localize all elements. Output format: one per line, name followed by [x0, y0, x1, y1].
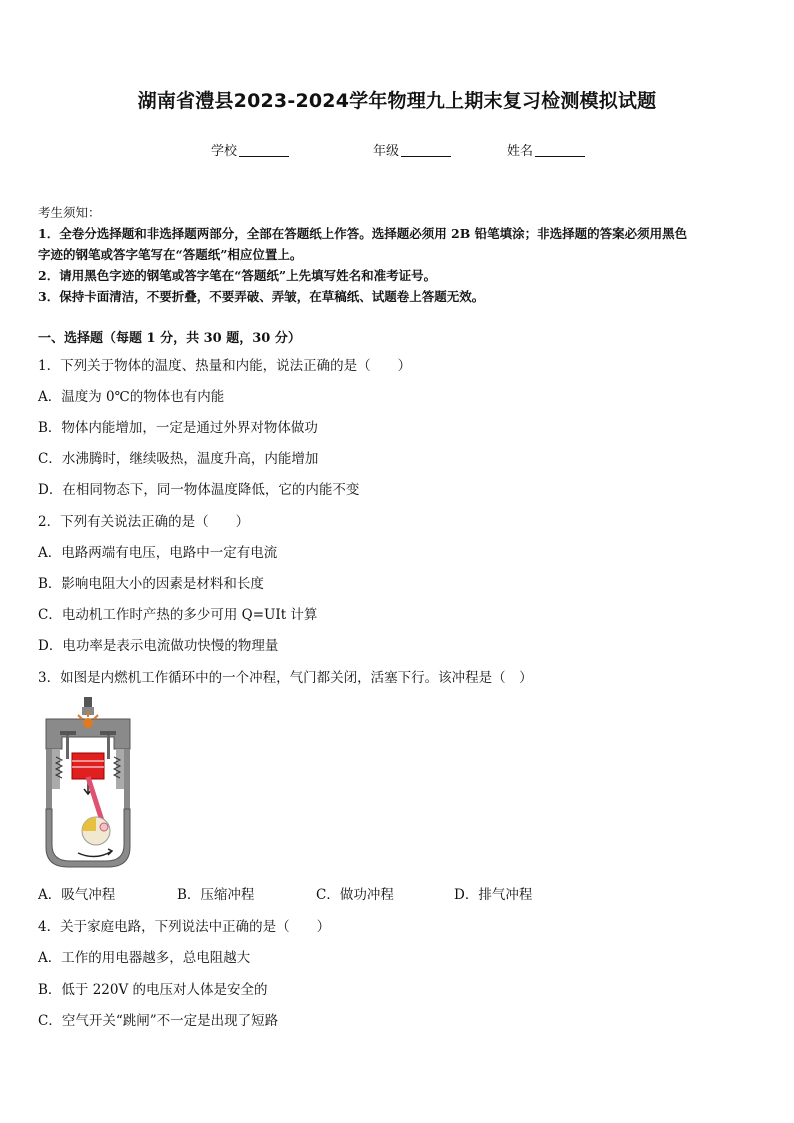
- grade-blank[interactable]: [401, 144, 451, 157]
- name-blank[interactable]: [535, 144, 585, 157]
- question-1-stem: 1．下列关于物体的温度、热量和内能，说法正确的是（ ）: [38, 358, 412, 374]
- name-label: 姓名: [507, 144, 534, 159]
- section-title: 一、选择题（每题 1 分，共 30 题，30 分）: [38, 331, 301, 346]
- question-2-option-c[interactable]: C．电动机工作时产热的多少可用 Q=UIt 计算: [38, 607, 318, 623]
- question-1-option-b[interactable]: B．物体内能增加，一定是通过外界对物体做功: [38, 420, 318, 436]
- question-2-option-a[interactable]: A．电路两端有电压，电路中一定有电流: [38, 545, 278, 561]
- question-1-option-d[interactable]: D．在相同物态下，同一物体温度降低，它的内能不变: [38, 482, 360, 498]
- question-1-option-a[interactable]: A．温度为 0℃的物体也有内能: [38, 389, 225, 405]
- spark-plug-icon: [84, 697, 92, 707]
- grade-field: [373, 140, 451, 159]
- question-2-option-b[interactable]: B．影响电阻大小的因素是材料和长度: [38, 576, 264, 592]
- name-field: [507, 140, 585, 159]
- notice-item: 1．全卷分选择题和非选择题两部分，全部在答题纸上作答。选择题必须用 2B 铅笔填涂；非选择题的答案必须用黑色: [38, 226, 688, 241]
- notice-item: 字迹的钢笔或答字笔写在“答题纸”相应位置上。: [38, 247, 303, 262]
- page-title: 湖南省澧县2023-2024学年物理九上期末复习检测模拟试题: [137, 90, 657, 112]
- question-4-option-c[interactable]: C．空气开关“跳闸”不一定是出现了短路: [38, 1013, 279, 1029]
- question-3-stem: 3．如图是内燃机工作循环中的一个冲程，气门都关闭，活塞下行。该冲程是（ ）: [38, 670, 533, 686]
- question-3-option-d[interactable]: D．排气冲程: [454, 887, 533, 903]
- notice-item: 2．请用黑色字迹的钢笔或答字笔在“答题纸”上先填写姓名和准考证号。: [38, 268, 437, 283]
- question-3-option-b[interactable]: B．压缩冲程: [177, 887, 255, 903]
- question-2-stem: 2．下列有关说法正确的是（ ）: [38, 514, 250, 530]
- question-1-option-c[interactable]: C．水沸腾时，继续吸热，温度升高，内能增加: [38, 451, 319, 467]
- question-4-option-a[interactable]: A．工作的用电器越多，总电阻越大: [38, 950, 251, 966]
- question-2-option-d[interactable]: D．电功率是表示电流做功快慢的物理量: [38, 638, 279, 654]
- question-4-option-b[interactable]: B．低于 220V 的电压对人体是安全的: [38, 982, 268, 998]
- question-3-option-c[interactable]: C．做功冲程: [316, 887, 394, 903]
- question-4-stem: 4．关于家庭电路，下列说法中正确的是（ ）: [38, 919, 331, 935]
- school-field: [211, 140, 289, 159]
- piston-icon: [72, 753, 104, 779]
- question-3-options: [38, 883, 758, 903]
- engine-diagram-figure: [38, 697, 138, 869]
- notice-head: 考生须知：: [38, 205, 101, 220]
- grade-label: 年级: [373, 144, 400, 159]
- notice-item: 3．保持卡面清洁，不要折叠，不要弄破、弄皱，在草稿纸、试题卷上答题无效。: [38, 289, 485, 304]
- school-blank[interactable]: [239, 144, 289, 157]
- exam-notice: [38, 202, 758, 307]
- student-info-row: [0, 140, 794, 160]
- question-3-option-a[interactable]: A．吸气冲程: [38, 887, 116, 903]
- school-label: 学校: [211, 144, 238, 159]
